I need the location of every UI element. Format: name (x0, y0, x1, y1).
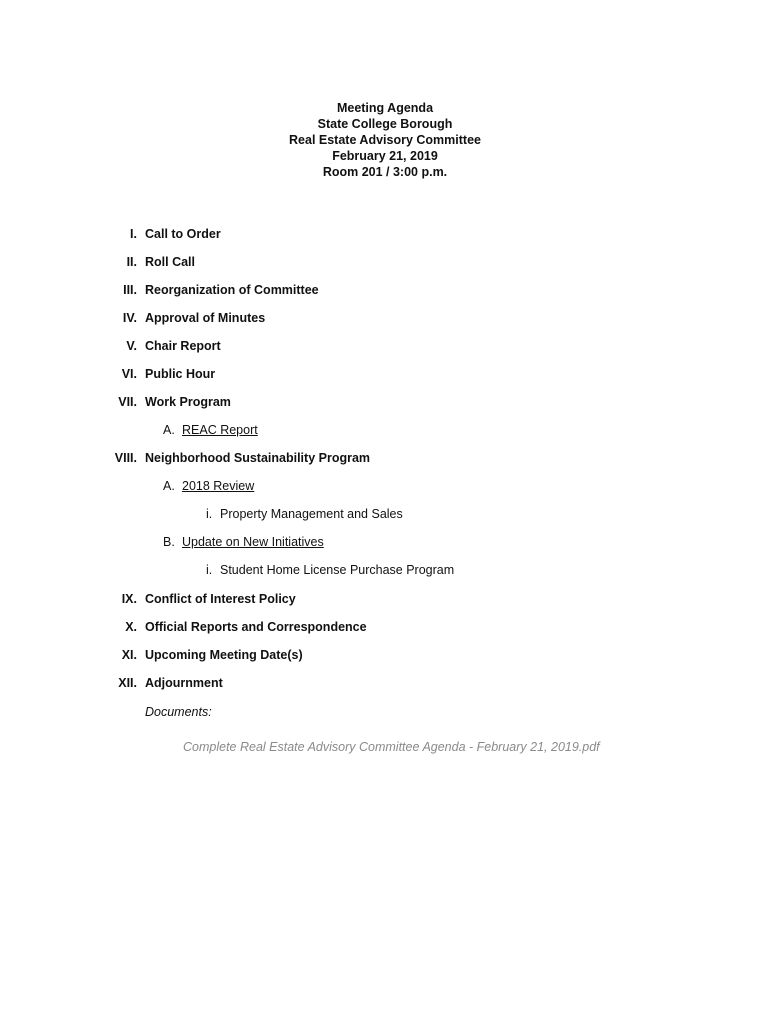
item-number: XI. (121, 648, 137, 662)
subitem-letter: A. (163, 423, 175, 437)
item-number: III. (123, 283, 137, 297)
item-number: VIII. (114, 451, 137, 465)
item-number: IV. (122, 311, 137, 325)
document-link-pdf[interactable]: Complete Real Estate Advisory Committee Agenda - February 21, 2019.pdf (183, 740, 600, 754)
subitem-label: 2018 Review (182, 479, 255, 493)
item-label: Neighborhood Sustainability Program (145, 451, 371, 465)
item-label: Official Reports and Correspondence (145, 620, 367, 634)
item-number: IX. (121, 592, 137, 606)
subsubitem-numeral: i. (206, 563, 213, 577)
item-label: Call to Order (145, 227, 221, 241)
item-number: X. (125, 620, 137, 634)
item-number: V. (126, 339, 137, 353)
item-label: Conflict of Interest Policy (145, 592, 296, 606)
item-label: Upcoming Meeting Date(s) (145, 648, 303, 662)
item-number: VII. (118, 395, 137, 409)
item-label: Work Program (145, 395, 231, 409)
subsubitem-label: Student Home License Purchase Program (220, 563, 455, 577)
item-label: Reorganization of Committee (145, 283, 319, 297)
subitem-letter: A. (163, 479, 175, 493)
item-label: Adjournment (145, 676, 223, 690)
item-label: Roll Call (145, 255, 196, 269)
item-label: Approval of Minutes (145, 311, 266, 325)
item-number: II. (126, 255, 137, 269)
item-label: Public Hour (145, 367, 216, 381)
item-number: VI. (121, 367, 137, 381)
header-municipality: State College Borough (317, 117, 453, 131)
header-room-time: Room 201 / 3:00 p.m. (322, 165, 448, 179)
item-number: I. (130, 227, 137, 241)
subitem-label: Update on New Initiatives (182, 535, 324, 549)
header-title: Meeting Agenda (336, 101, 434, 115)
header-date: February 21, 2019 (332, 149, 438, 163)
subitem-label: REAC Report (182, 423, 258, 437)
documents-label: Documents: (145, 705, 212, 719)
agenda-header (0, 100, 770, 180)
item-number: XII. (118, 676, 137, 690)
item-label: Chair Report (145, 339, 221, 353)
subsubitem-numeral: i. (206, 507, 213, 521)
subitem-letter: B. (163, 535, 175, 549)
subsubitem-label: Property Management and Sales (220, 507, 403, 521)
header-committee: Real Estate Advisory Committee (289, 133, 481, 147)
